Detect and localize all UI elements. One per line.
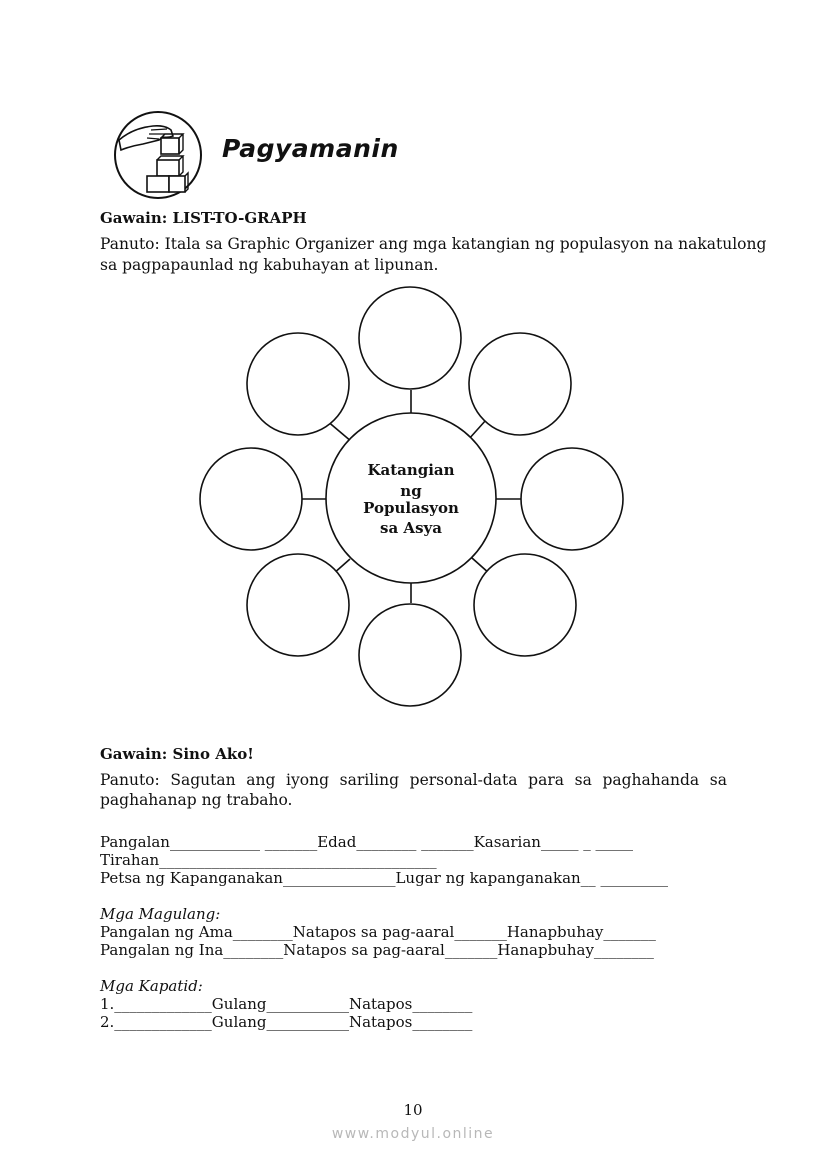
form-line-address[interactable]: Tirahan_____________________________________: [100, 851, 437, 869]
activity-title-list-to-graph: Gawain: LIST-TO-GRAPH: [100, 209, 307, 227]
center-label-line4: sa Asya: [380, 519, 442, 537]
outer-circle-bottom[interactable]: [359, 604, 461, 706]
watermark: www.modyul.online: [331, 1126, 495, 1142]
activity-title-sino-ako: Gawain: Sino Ako!: [100, 745, 254, 763]
activity2-instructions-line2: paghahanap ng trabaho.: [100, 791, 293, 809]
activity1-instructions-line2: sa pagpapaunlad ng kabuhayan at lipunan.: [100, 256, 439, 274]
center-label-line1: Katangian: [367, 461, 455, 479]
outer-circle-bottom-right[interactable]: [474, 554, 576, 656]
activity2-instructions-line1: Panuto: Sagutan ang iyong sariling personal-data para sa paghahanda sa: [100, 771, 727, 789]
parents-label: Mga Magulang:: [100, 905, 221, 923]
outer-circle-bottom-left[interactable]: [247, 554, 349, 656]
graphic-organizer: [180, 280, 650, 710]
outer-circle-right[interactable]: [521, 448, 623, 550]
form-line-father[interactable]: Pangalan ng Ama________Natapos sa pag-aaral_______Hanapbuhay_______: [100, 923, 656, 941]
activity1-instructions-line1: Panuto: Itala sa Graphic Organizer ang mga katangian ng populasyon na nakatulong: [100, 235, 767, 253]
hand-stacking-blocks-icon: [113, 110, 203, 200]
page-number: 10: [403, 1101, 423, 1119]
activity-icon: [113, 110, 203, 200]
center-label-line3: Populasyon: [363, 499, 459, 517]
siblings-label: Mga Kapatid:: [100, 977, 203, 995]
outer-circle-top-left[interactable]: [247, 333, 349, 435]
form-line-sibling-1[interactable]: 1._____________Gulang___________Natapos________: [100, 995, 473, 1013]
form-line-name-age-sex[interactable]: Pangalan____________ _______Edad________ _______Kasarian_____ _ _____: [100, 833, 633, 851]
outer-circle-left[interactable]: [200, 448, 302, 550]
form-line-birth[interactable]: Petsa ng Kapanganakan_______________Lugar ng kapanganakan__ _________: [100, 869, 668, 887]
section-title: Pagyamanin: [222, 134, 399, 163]
outer-circle-top-right[interactable]: [469, 333, 571, 435]
form-line-sibling-2[interactable]: 2._____________Gulang___________Natapos________: [100, 1013, 473, 1031]
form-line-mother[interactable]: Pangalan ng Ina________Natapos sa pag-aaral_______Hanapbuhay________: [100, 941, 654, 959]
center-label-line2: ng: [400, 482, 422, 500]
outer-circle-top[interactable]: [359, 287, 461, 389]
